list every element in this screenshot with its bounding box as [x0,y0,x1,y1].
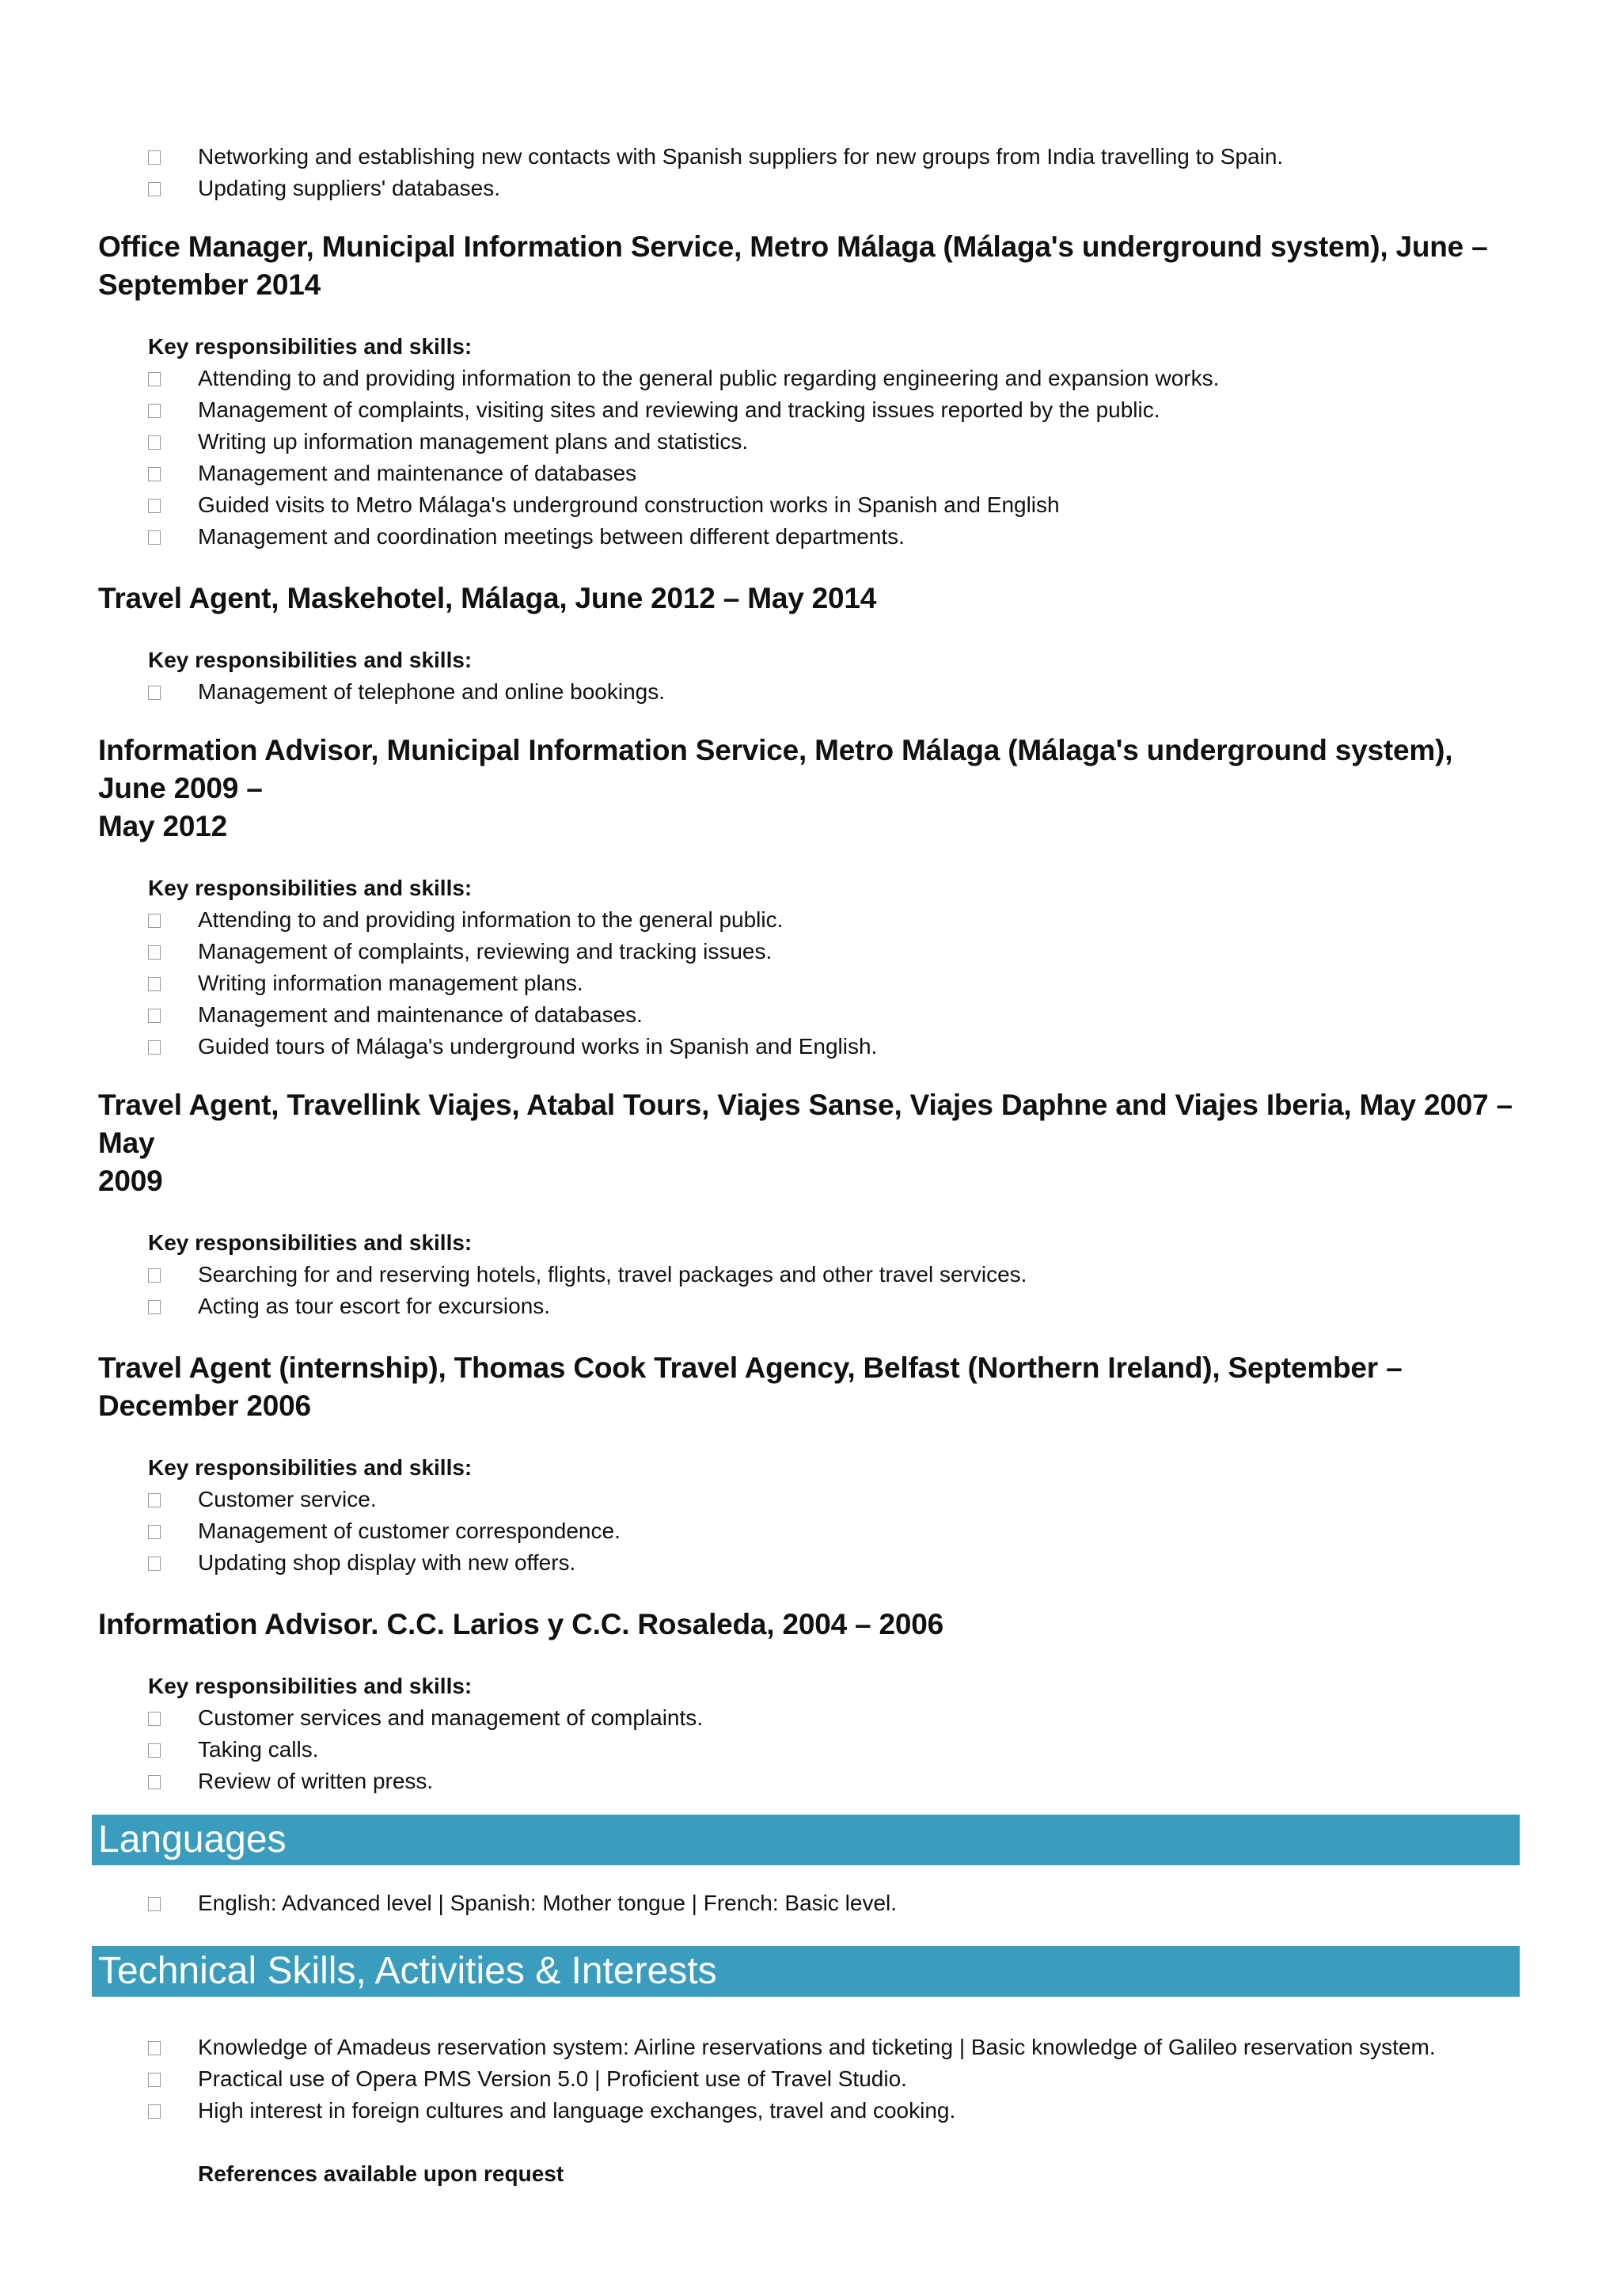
bullet-box-icon [148,182,161,196]
key-responsibilities-label: Key responsibilities and skills: [148,1230,473,1255]
bullet-box-icon [148,467,161,481]
key-responsibilities-label: Key responsibilities and skills: [148,334,473,359]
bullet-box-icon [148,945,161,960]
bullet-item: Management and coordination meetings between different departments. [98,521,1526,553]
references-note: References available upon request [198,2161,564,2186]
bullet-item: Management and maintenance of databases. [98,999,1526,1031]
job-title: Travel Agent, Travellink Viajes, Atabal Tours, Viajes Sanse, Viajes Daphne and Viajes Iberia, May 2007 – May 2009 [98,1089,1513,1197]
bullet-item: Review of written press. [98,1766,1526,1797]
bullet-item: English: Advanced level | Spanish: Mother tongue | French: Basic level. [98,1887,1526,1919]
bullet-box-icon [148,150,161,165]
bullet-box-icon [148,372,161,386]
intro-bullet-list [98,141,1526,204]
bullet-box-icon [148,1897,161,1911]
bullet-box-icon [148,1009,161,1023]
bullet-box-icon [148,2041,161,2055]
job-entry [98,580,1526,708]
bullet-item: Updating suppliers' databases. [98,173,1526,204]
languages-bullet-list [98,1887,1526,1919]
bullet-item: Management of complaints, visiting sites and reviewing and tracking issues reported by the public. [98,394,1526,426]
job-title: Information Advisor. C.C. Larios y C.C. Rosaleda, 2004 – 2006 [98,1608,944,1640]
bullet-item: Attending to and providing information to the general public regarding engineering and expansion works. [98,363,1526,394]
bullet-box-icon [148,914,161,928]
bullet-item: Customer service. [98,1484,1526,1515]
bullet-item: Management and maintenance of databases [98,458,1526,489]
bullet-box-icon [148,1525,161,1539]
bullet-box-icon [148,1557,161,1571]
job-title: Travel Agent, Maskehotel, Málaga, June 2012 – May 2014 [98,582,877,614]
key-responsibilities-label: Key responsibilities and skills: [148,1674,473,1698]
bullet-box-icon [148,1743,161,1758]
bullet-item: Taking calls. [98,1734,1526,1766]
bullet-item: Writing information management plans. [98,967,1526,999]
job-bullet-list [98,1484,1526,1579]
technical-skills-section-header: Technical Skills, Activities & Interests [92,1946,1520,1997]
bullet-box-icon [148,977,161,991]
bullet-item: Updating shop display with new offers. [98,1547,1526,1579]
bullet-item: Guided tours of Málaga's underground works in Spanish and English. [98,1031,1526,1062]
bullet-box-icon [148,1040,161,1055]
bullet-item: Acting as tour escort for excursions. [98,1291,1526,1322]
job-title: Travel Agent (internship), Thomas Cook Travel Agency, Belfast (Northern Ireland), September – December 2006 [98,1351,1403,1422]
bullet-item: Writing up information management plans and statistics. [98,426,1526,458]
bullet-item: Practical use of Opera PMS Version 5.0 | Proficient use of Travel Studio. [98,2063,1526,2095]
bullet-item: Knowledge of Amadeus reservation system: Airline reservations and ticketing | Basic knowledge of Galileo reservation system. [98,2032,1526,2063]
job-bullet-list [98,676,1526,708]
bullet-item: Management of telephone and online bookings. [98,676,1526,708]
bullet-item: Customer services and management of complaints. [98,1702,1526,1734]
bullet-item: Guided visits to Metro Málaga's underground construction works in Spanish and English [98,489,1526,521]
job-entry [98,1606,1526,1797]
bullet-box-icon [148,2073,161,2087]
bullet-box-icon [148,404,161,418]
technical-bullet-list [98,2032,1526,2127]
job-title: Information Advisor, Municipal Information Service, Metro Málaga (Málaga's underground system), June 2009 – May 2012 [98,734,1453,842]
bullet-item: Management of complaints, reviewing and tracking issues. [98,936,1526,967]
bullet-box-icon [148,530,161,545]
job-entry [98,1086,1526,1322]
bullet-item: High interest in foreign cultures and language exchanges, travel and cooking. [98,2095,1526,2127]
bullet-item: Management of customer correspondence. [98,1515,1526,1547]
bullet-item: Searching for and reserving hotels, flights, travel packages and other travel services. [98,1259,1526,1291]
bullet-box-icon [148,499,161,513]
key-responsibilities-label: Key responsibilities and skills: [148,876,473,900]
job-bullet-list [98,1259,1526,1322]
job-title: Office Manager, Municipal Information Service, Metro Málaga (Málaga's underground system), June – September 2014 [98,230,1488,301]
key-responsibilities-label: Key responsibilities and skills: [148,648,473,672]
bullet-item: Networking and establishing new contacts with Spanish suppliers for new groups from India travelling to Spain. [98,141,1526,173]
bullet-item: Attending to and providing information to the general public. [98,904,1526,936]
job-bullet-list [98,904,1526,1062]
bullet-box-icon [148,686,161,700]
bullet-box-icon [148,1712,161,1726]
job-entry [98,228,1526,553]
bullet-box-icon [148,1493,161,1507]
bullet-box-icon [148,2104,161,2119]
bullet-box-icon [148,435,161,450]
languages-section-header: Languages [92,1815,1520,1865]
job-bullet-list [98,1702,1526,1797]
key-responsibilities-label: Key responsibilities and skills: [148,1455,473,1480]
bullet-box-icon [148,1300,161,1314]
bullet-box-icon [148,1775,161,1789]
job-entry [98,732,1526,1062]
job-entry [98,1349,1526,1579]
job-bullet-list [98,363,1526,553]
bullet-box-icon [148,1268,161,1283]
